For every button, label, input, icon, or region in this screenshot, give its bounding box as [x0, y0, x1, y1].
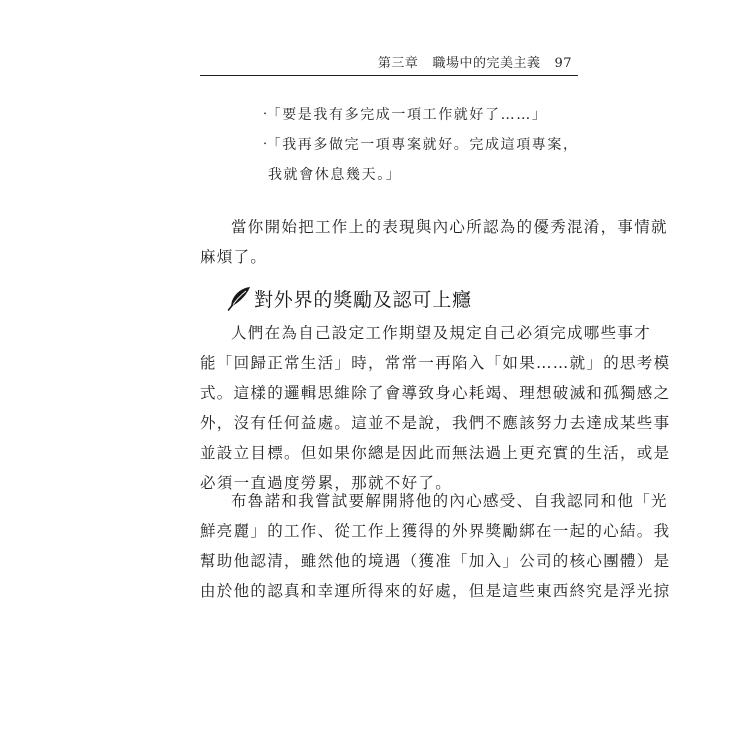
chapter-title: 職場中的完美主義 — [432, 56, 541, 71]
paragraph-2-line: 並設立目標。但如果你總是因此而無法過上更充實的生活，或是 — [200, 444, 671, 462]
paragraph-2 — [200, 318, 671, 498]
paragraph-3-line: 幫助他認清，雖然他的境遇（獲准「加入」公司的核心團體）是 — [200, 552, 671, 570]
paragraph-2-line: 人們在為自己設定工作期望及規定自己必須完成哪些事才 — [231, 324, 652, 342]
section-title: 對外界的獎勵及認可上癮 — [254, 288, 472, 311]
quote-bullet-1: ‧「要是我有多完成一項工作就好了……」 — [258, 107, 548, 123]
paragraph-2-line: 外，沒有任何益處。這並不是說，我們不應該努力去達成某些事 — [200, 414, 671, 432]
paragraph-3-line: 鮮亮麗」的工作、從工作上獲得的外界獎勵綁在一起的心結。我 — [200, 522, 671, 540]
quote-bullet-2-continuation: 我就會休息幾天。」 — [268, 167, 402, 183]
paragraph-3 — [200, 486, 671, 606]
feather-icon — [226, 285, 252, 311]
header-rule — [200, 75, 578, 76]
paragraph-1-line: 麻煩了。 — [200, 248, 268, 266]
section-heading — [226, 281, 472, 315]
paragraph-1-line: 當你開始把工作上的表現與內心所認為的優秀混淆，事情就 — [231, 218, 668, 236]
paragraph-3-line: 布魯諾和我嘗試要解開將他的內心感受、自我認同和他「光 — [231, 492, 668, 510]
paragraph-2-line: 能「回歸正常生活」時，常常一再陷入「如果……就」的思考模 — [200, 354, 671, 372]
running-header — [378, 52, 572, 71]
paragraph-3-line: 由於他的認真和幸運所得來的好處，但是這些東西終究是浮光掠 — [200, 582, 671, 600]
page-number: 97 — [554, 56, 572, 71]
quote-bullet-2: ‧「我再多做完一項專案就好。完成這項專案， — [258, 137, 579, 153]
paragraph-1 — [200, 212, 668, 272]
quote-bullet-list — [258, 100, 579, 190]
paragraph-2-line: 必須一直過度勞累，那就不好了。 — [200, 474, 453, 492]
chapter-label: 第三章 — [377, 56, 419, 71]
paragraph-2-line: 式。這樣的邏輯思維除了會導致身心耗竭、理想破滅和孤獨感之 — [200, 384, 671, 402]
